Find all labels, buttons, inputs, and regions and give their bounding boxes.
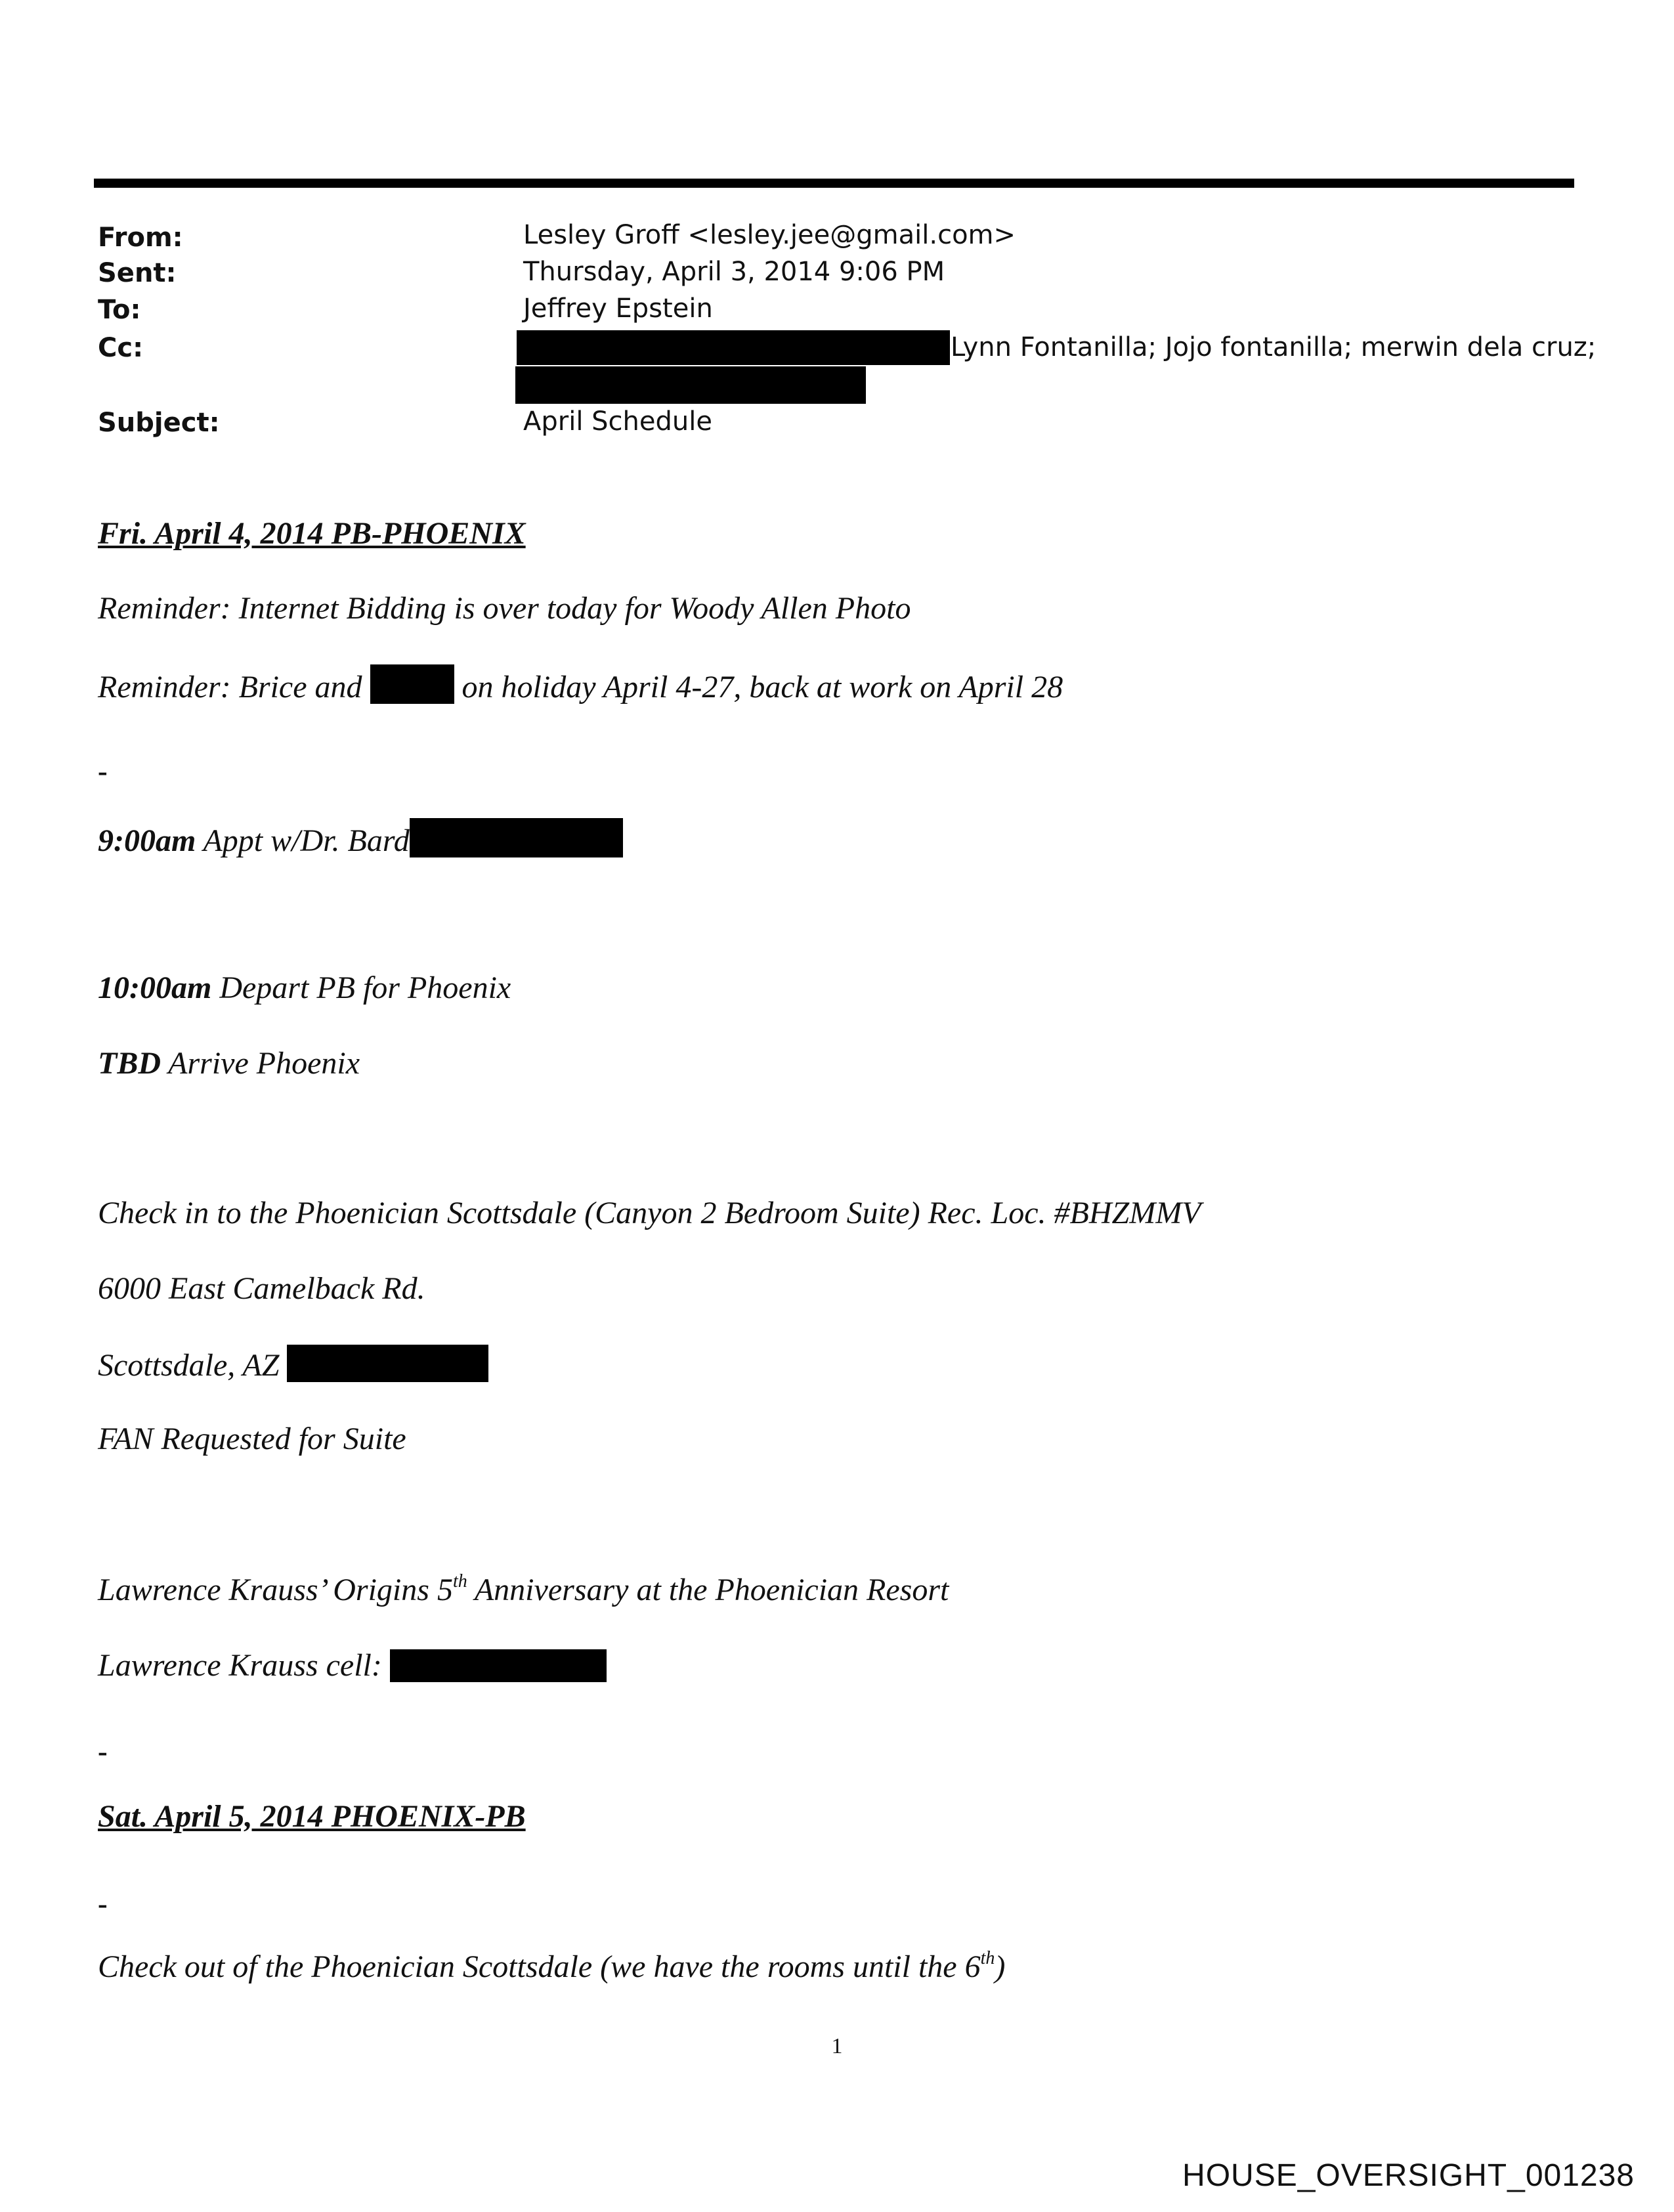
day-heading-fri: Fri. April 4, 2014 PB-PHOENIX: [98, 516, 526, 551]
reminder-holiday-start: Reminder: Brice and: [98, 670, 362, 705]
cc-value: Lynn Fontanilla; Jojo fontanilla; merwin dela cruz;: [951, 332, 1597, 362]
reminder-holiday-end: on holiday April 4-27, back at work on April 28: [461, 670, 1063, 705]
checkout-text-start: Check out of the Phoenician Scottsdale (we have the rooms until the 6: [98, 1949, 981, 1984]
cc-redaction-1: [517, 330, 950, 365]
appt-line: [98, 818, 623, 861]
redaction-block: [287, 1345, 488, 1382]
appt-text: Appt w/Dr. Bard: [203, 823, 410, 858]
header-divider: [94, 179, 1574, 188]
sent-value: Thursday, April 3, 2014 9:06 PM: [523, 257, 945, 287]
page-number: 1: [831, 2034, 843, 2058]
depart-text: Depart PB for Phoenix: [219, 970, 511, 1005]
arrive-text: Arrive Phoenix: [168, 1046, 360, 1081]
bates-number: HOUSE_OVERSIGHT_001238: [1182, 2158, 1635, 2193]
from-label: From:: [98, 223, 183, 253]
origins-text-end: Anniversary at the Phoenician Resort: [474, 1572, 949, 1607]
separator-dash: -: [98, 755, 108, 787]
separator-dash: -: [98, 1888, 108, 1920]
from-value: Lesley Groff <lesley.jee@gmail.com>: [523, 220, 1016, 250]
cc-label: Cc:: [98, 333, 144, 363]
reminder-holiday: [98, 664, 1063, 707]
krauss-cell-label: Lawrence Krauss cell:: [98, 1648, 382, 1683]
sent-label: Sent:: [98, 258, 177, 288]
day-heading-sat: Sat. April 5, 2014 PHOENIX-PB: [98, 1799, 526, 1834]
subject-value: April Schedule: [523, 406, 712, 437]
redaction-block: [410, 818, 623, 857]
depart-time: 10:00am: [98, 970, 212, 1005]
reminder-bidding: Reminder: Internet Bidding is over today for Woody Allen Photo: [98, 591, 911, 626]
address-city-text: Scottsdale, AZ: [98, 1348, 280, 1383]
krauss-cell-line: [98, 1646, 607, 1685]
checkout-text-end: ): [995, 1949, 1006, 1984]
checkin-line: Check in to the Phoenician Scottsdale (Canyon 2 Bedroom Suite) Rec. Loc. #BHZMMV: [98, 1196, 1201, 1230]
origins-anniversary: [98, 1571, 949, 1610]
origins-text-start: Lawrence Krauss’ Origins 5: [98, 1572, 453, 1607]
origins-superscript: th: [452, 1571, 467, 1592]
separator-dash: -: [98, 1735, 108, 1767]
cc-redaction-2: [515, 366, 866, 404]
checkout-superscript: th: [980, 1948, 995, 1968]
arrive-line: [98, 1044, 360, 1083]
checkout-line: [98, 1947, 1005, 1987]
redaction-block: [390, 1649, 607, 1682]
depart-line: [98, 968, 511, 1008]
subject-label: Subject:: [98, 408, 220, 438]
address-city: [98, 1345, 488, 1385]
to-label: To:: [98, 295, 141, 325]
address-street: 6000 East Camelback Rd.: [98, 1271, 425, 1306]
arrive-time: TBD: [98, 1046, 161, 1081]
fan-request: FAN Requested for Suite: [98, 1421, 406, 1456]
redaction-block: [370, 664, 454, 704]
to-value: Jeffrey Epstein: [523, 293, 713, 324]
appt-time: 9:00am: [98, 823, 196, 858]
